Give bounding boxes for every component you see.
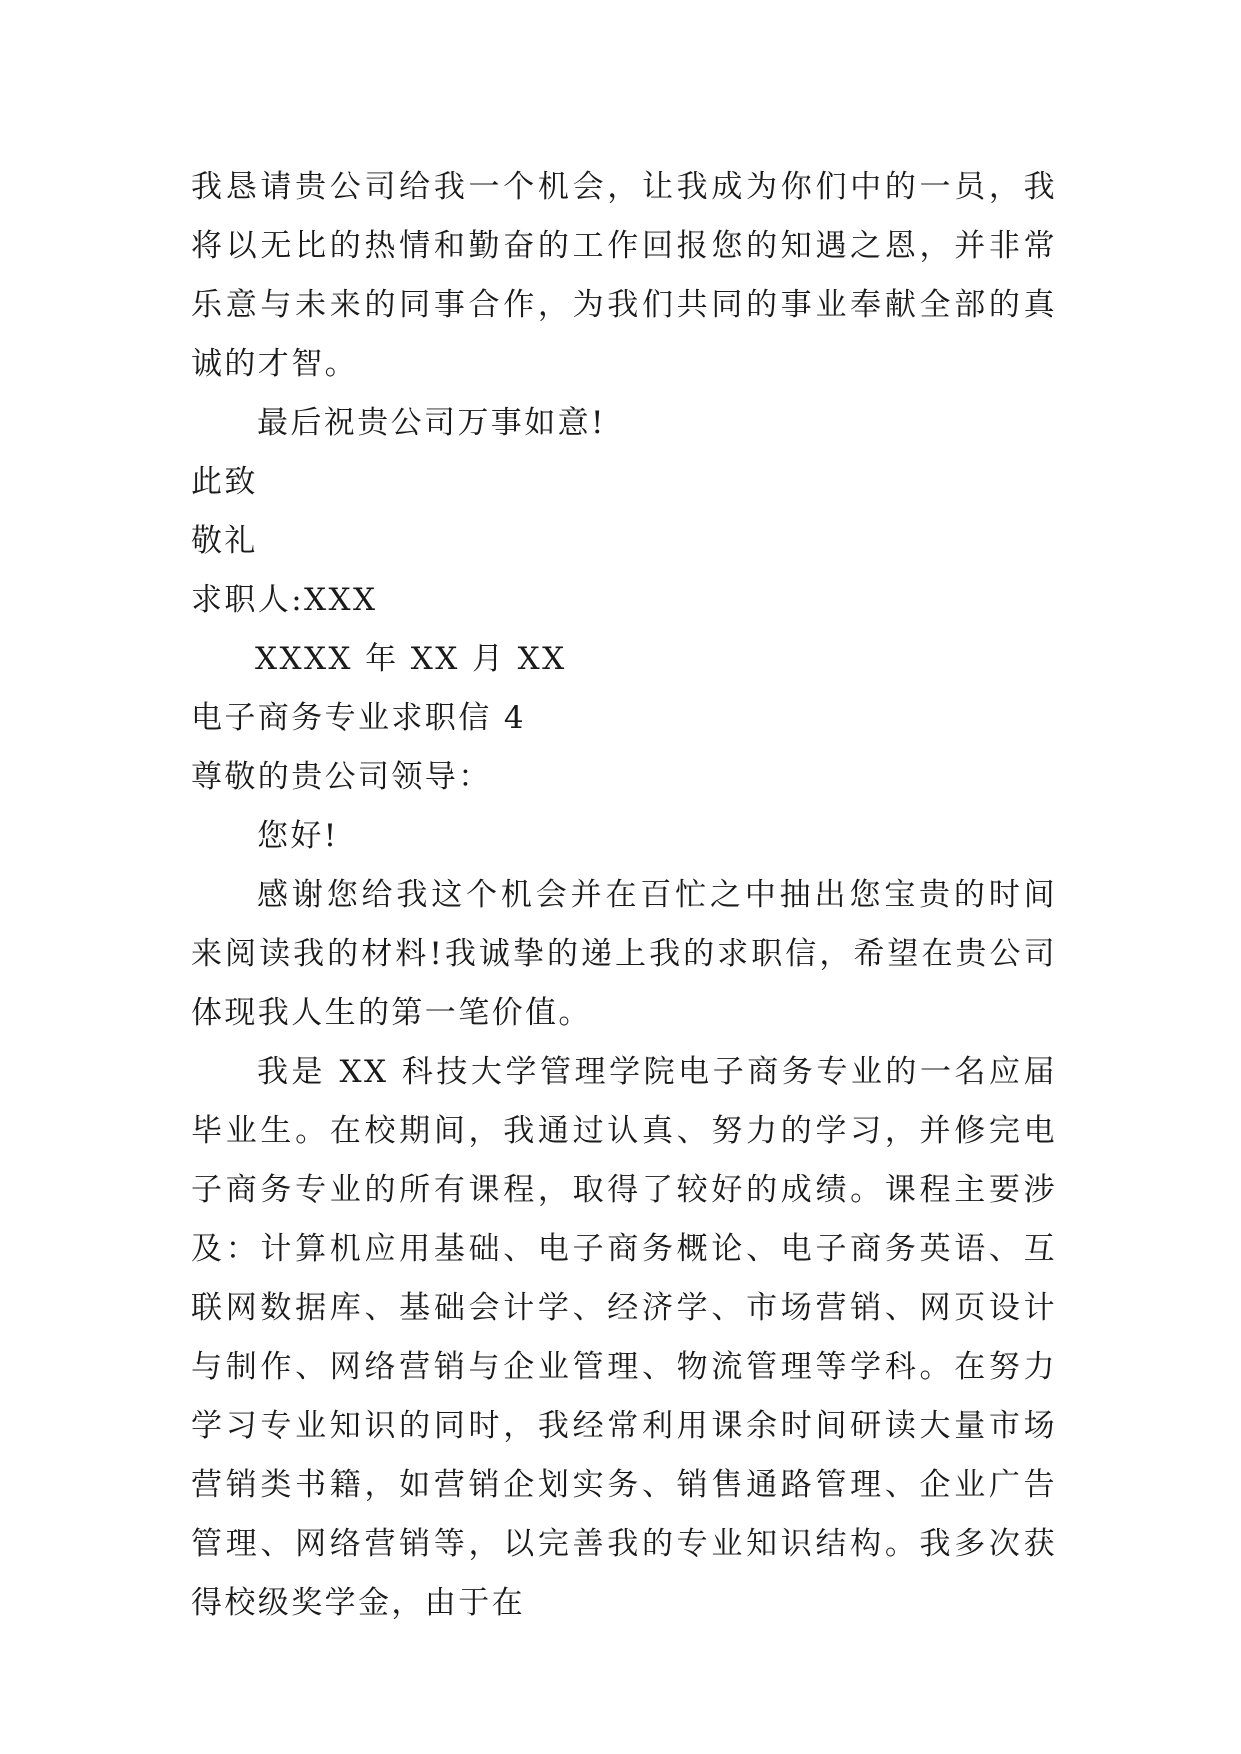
paragraph-wishes: 最后祝贵公司万事如意! (257, 405, 606, 441)
closing-regards: 敬礼 (191, 523, 258, 559)
closing-salutation: 此致 (191, 464, 258, 500)
greeting-recipient: 尊敬的贵公司领导： (191, 759, 492, 795)
greeting-hello: 您好! (257, 818, 339, 854)
section-title: 电子商务专业求职信 4 (191, 700, 526, 736)
letter-body (191, 158, 1057, 1633)
letter-date: XXXX 年 XX 月 XX (255, 641, 567, 677)
paragraph-request: 我恳请贵公司给我一个机会，让我成为你们中的一员，我将以无比的热情和勤奋的工作回报您的知遇之恩，并非常乐意与未来的同事合作，为我们共同的事业奉献全部的真诚的才智。 (191, 169, 1057, 382)
paragraph-thanks: 感谢您给我这个机会并在百忙之中抽出您宝贵的时间来阅读我的材料!我诚挚的递上我的求职信，希望在贵公司体现我人生的第一笔价值。 (191, 877, 1057, 1031)
paragraph-background: 我是 XX 科技大学管理学院电子商务专业的一名应届毕业生。在校期间，我通过认真、努力的学习，并修完电子商务专业的所有课程，取得了较好的成绩。课程主要涉及：计算机应用基础、电子商务概论、电子商务英语、互联网数据库、基础会计学、经济学、市场营销、网页设计与制作、网络营销与企业管理、物流管理等学科。在努力学习专业知识的同时，我经常利用课余时间研读大量市场营销类书籍，如营销企划实务、销售通路管理、企业广告管理、网络营销等，以完善我的专业知识结构。我多次获得校级奖学金，由于在 (191, 1054, 1057, 1621)
applicant-signature: 求职人:XXX (191, 582, 378, 618)
